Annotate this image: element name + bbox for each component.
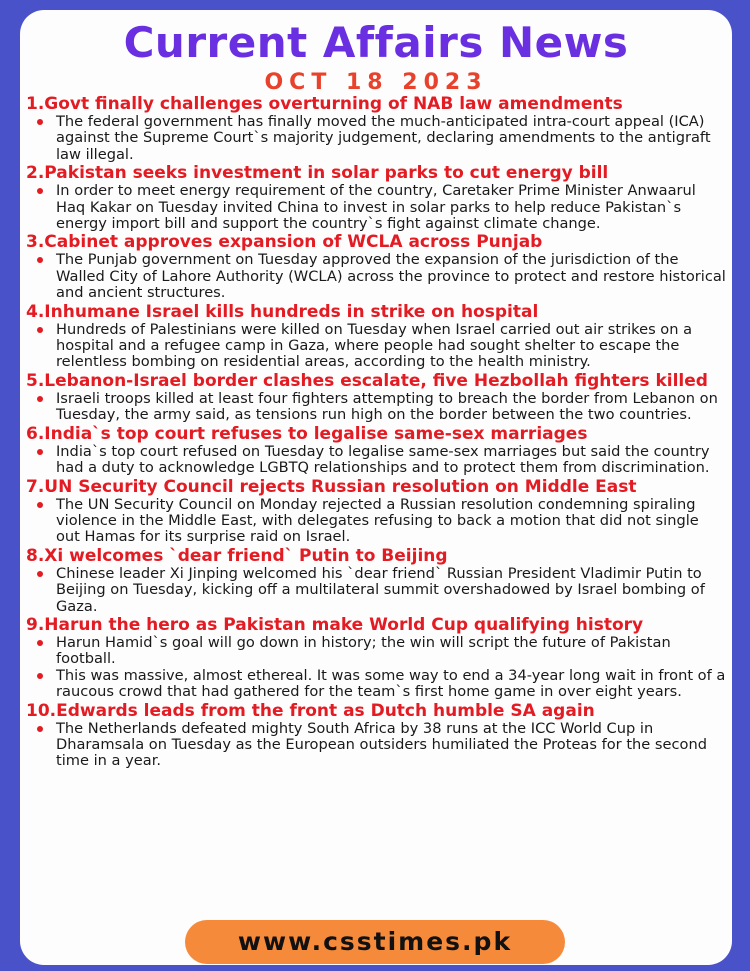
bullet-dot-icon: [37, 502, 43, 508]
news-item: [26, 302, 726, 371]
website-link[interactable]: www.csstimes.pk: [185, 920, 565, 964]
news-item: [26, 94, 726, 163]
news-headline: 9.Harun the hero as Pakistan make World Cup qualifying history: [26, 614, 644, 635]
news-headline: 6.India`s top court refuses to legalise same-sex marriages: [26, 423, 588, 444]
news-headline: 2.Pakistan seeks investment in solar parks to cut energy bill: [26, 163, 609, 184]
news-bullet: The UN Security Council on Monday rejected a Russian resolution condemning spiraling violence in the Middle East, with delegates refusing to back a motion that did not single out Hamas for its surprise raid on Israel.: [26, 497, 726, 546]
news-item: [26, 232, 726, 301]
news-item: [26, 701, 726, 770]
news-bullet: The federal government has finally moved the much-anticipated intra-court appeal (ICA) against the Supreme Court`s majority judgement, declaring amendments to the antigraft law illegal.: [26, 114, 726, 163]
news-item: [26, 615, 726, 701]
bullet-dot-icon: [37, 449, 43, 455]
news-headline: 4.Inhumane Israel kills hundreds in strike on hospital: [26, 301, 539, 322]
news-bullet: Chinese leader Xi Jinping welcomed his `dear friend` Russian President Vladimir Putin to Beijing on Tuesday, kicking off a multilateral summit overshadowed by Israel bombing of Gaza.: [26, 566, 726, 615]
bullet-dot-icon: [37, 257, 43, 263]
news-card: [20, 10, 732, 965]
news-headline: 8.Xi welcomes `dear friend` Putin to Beijing: [26, 545, 448, 566]
bullet-dot-icon: [37, 327, 43, 333]
bullet-dot-icon: [37, 673, 43, 679]
news-headline: 5.Lebanon-Israel border clashes escalate, five Hezbollah fighters killed: [26, 370, 708, 391]
bullet-dot-icon: [37, 188, 43, 194]
news-bullet: India`s top court refused on Tuesday to legalise same-sex marriages but said the country had a duty to acknowledge LGBTQ relationships and to protect them from discrimination.: [26, 444, 726, 477]
news-item: [26, 163, 726, 232]
news-item: [26, 371, 726, 424]
news-item: [26, 424, 726, 477]
page-title: Current Affairs News: [123, 18, 629, 67]
news-item: [26, 546, 726, 615]
news-headline: 1.Govt finally challenges overturning of NAB law amendments: [26, 94, 623, 114]
news-bullet: Hundreds of Palestinians were killed on Tuesday when Israel carried out air strikes on a hospital and a refugee camp in Gaza, where people had sought shelter to escape the relentless bombing on residential areas, according to the health ministry.: [26, 322, 726, 371]
news-bullet: The Punjab government on Tuesday approved the expansion of the jurisdiction of the Walled City of Lahore Authority (WCLA) across the province to protect and restore historical and ancient structures.: [26, 252, 726, 301]
news-bullet: This was massive, almost ethereal. It was some way to end a 34-year long wait in front of a raucous crowd that had gathered for the team`s first home game in over eight years.: [26, 668, 726, 701]
news-bullet: Harun Hamid`s goal will go down in history; the win will script the future of Pakistan football.: [26, 635, 726, 668]
bullet-dot-icon: [37, 726, 43, 732]
news-bullet: Israeli troops killed at least four fighters attempting to breach the border from Lebanon on Tuesday, the army said, as tensions run high on the border between the two countries.: [26, 391, 726, 424]
bullet-dot-icon: [37, 571, 43, 577]
news-list: [20, 94, 732, 770]
news-bullet: The Netherlands defeated mighty South Africa by 38 runs at the ICC World Cup in Dharamsala on Tuesday as the European outsiders humiliated the Proteas for the second time in a year.: [26, 721, 726, 770]
news-headline: 10.Edwards leads from the front as Dutch humble SA again: [26, 700, 595, 721]
news-item: [26, 477, 726, 546]
bullet-dot-icon: [37, 396, 43, 402]
news-date: OCT 18 2023: [264, 70, 488, 95]
news-bullet: In order to meet energy requirement of the country, Caretaker Prime Minister Anwaarul Haq Kakar on Tuesday invited China to invest in solar parks to help reduce Pakistan`s energy import bill and support the country`s fight against climate change.: [26, 183, 726, 232]
bullet-dot-icon: [37, 119, 43, 125]
news-headline: 7.UN Security Council rejects Russian resolution on Middle East: [26, 476, 637, 497]
bullet-dot-icon: [37, 640, 43, 646]
news-headline: 3.Cabinet approves expansion of WCLA across Punjab: [26, 232, 543, 253]
